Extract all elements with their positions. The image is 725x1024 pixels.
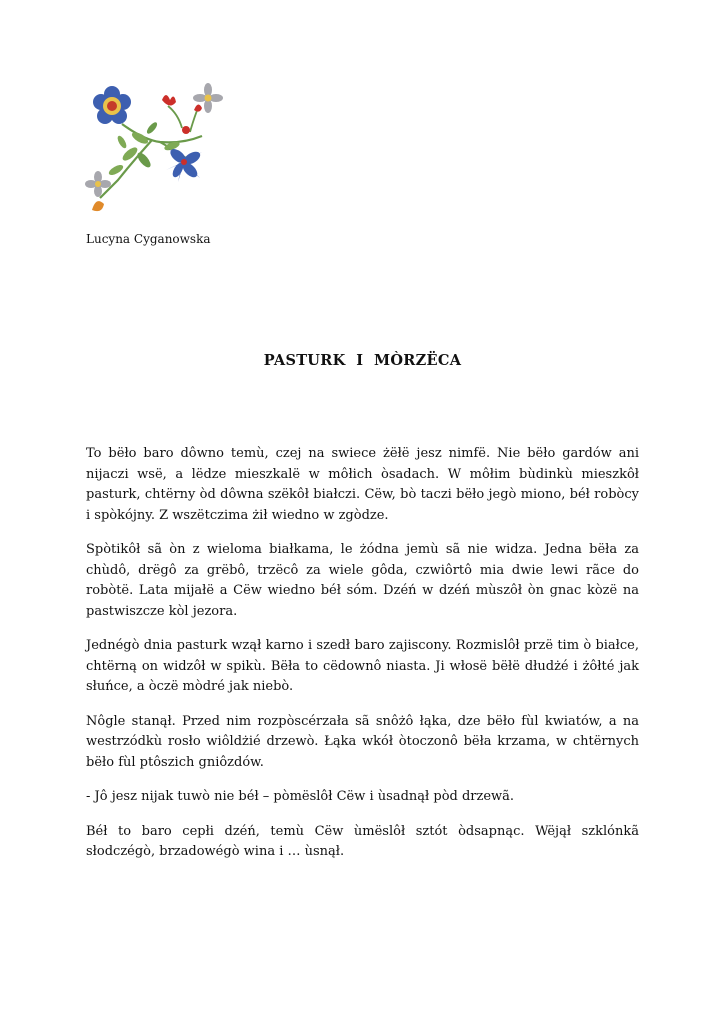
story-body: [86, 444, 639, 877]
paragraph: Spòtikôł sã òn z wieloma białkama, le żódna jemù sã nie widza. Jedna bëła za chùdô, drëgô za grëbô, trzëcô za wiele gôda, czwiôrtô mia dwie lewi rãce do robòtë. Lata mijałë a Cëw wiedno béł sóm. Dzéń w dzéń mùszôł òn gnac kòzë na pastwiszcze kòl jezora.: [86, 542, 639, 619]
paragraph: Béł to baro cepłi dzéń, temù Cëw ùmëslôł sztót òdsapnąc. Wëjął szklónkã słodczégò, brzadowégò wina i … ùsnął.: [86, 823, 639, 859]
kashubian-flower-ornament-icon: [82, 80, 228, 220]
paragraph: - Jô jesz nijak tuwò nie béł – pòmëslôł Cëw i ùsadnął pòd drzewã.: [86, 789, 515, 804]
author-name: Lucyna Cyganowska: [86, 232, 211, 246]
document-title: PASTURK I MÒRZËCA: [263, 352, 462, 369]
paragraph: To bëło baro dôwno temù, czej na swiece żëłë jesz nimfë. Nie bëło gardów ani nijaczi wsë, a lëdze mieszkalë w môłich òsadach. W môłim bùdinkù mieszkôł pasturk, chtërny òd dôwna szëkôł białczi. Cëw, bò taczi bëło jegò miono, béł robòcy i spòkójny. Z wszëtczima żił wiedno w zgòdze.: [86, 446, 639, 523]
paragraph: Nôgle stanął. Przed nim rozpòscérzała sã snôżô łąka, dze bëło fùl kwiatów, a na westrzódkù rosło wiôldżié drzewò. Łąka wkół òtoczonô bëła krzama, w chtërnych bëło fùl ptôszich gniôzdów.: [86, 713, 639, 770]
paragraph: Jednégò dnia pasturk wzął karno i szedł baro zajiscony. Rozmislôł przë tim ò białce, chtërną on widzôł w spikù. Bëła to cëdownô niasta. Ji włosë bëłë dłudżé i żôłté jak słuńce, a òczë mòdré jak niebò.: [86, 638, 639, 694]
